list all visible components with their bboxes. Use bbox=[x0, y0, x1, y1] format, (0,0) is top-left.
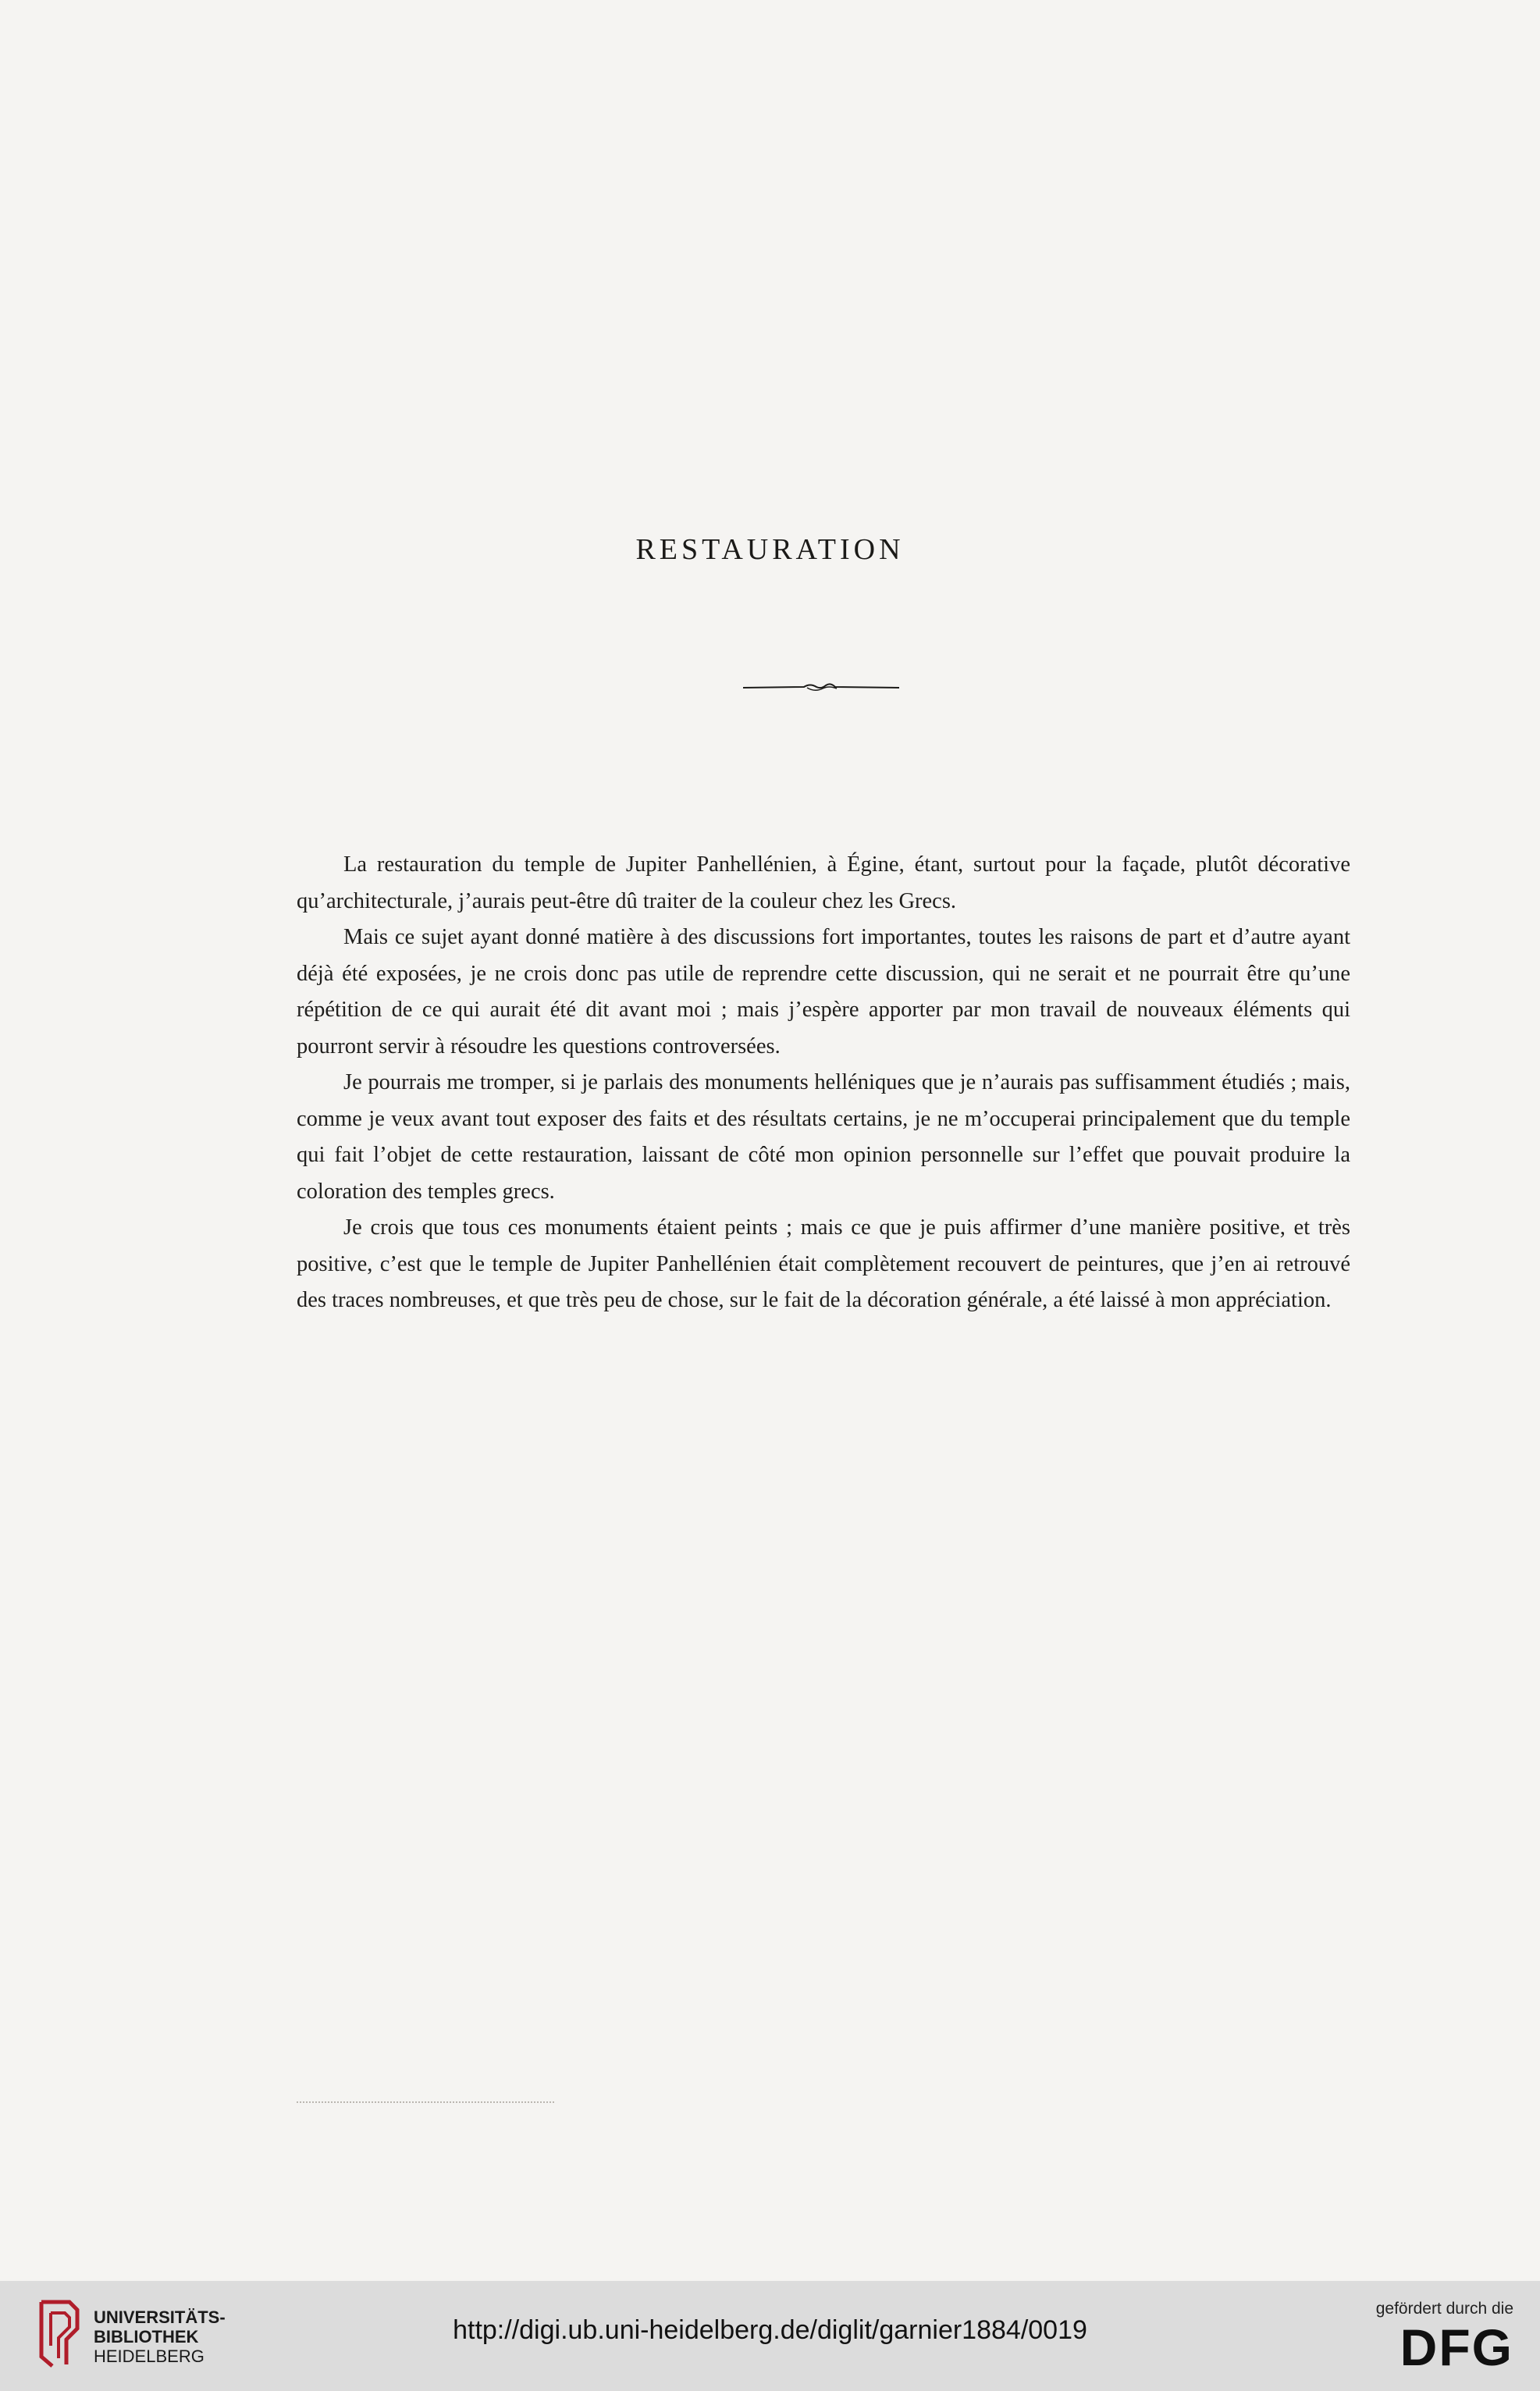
sponsor-label: gefördert durch die bbox=[1375, 2300, 1513, 2318]
dfg-logo: DFG bbox=[1400, 2318, 1513, 2376]
page-title: RESTAURATION bbox=[635, 533, 905, 566]
library-name-line: UNIVERSITÄTS- bbox=[94, 2307, 226, 2327]
paragraph: La restauration du temple de Jupiter Panhellénien, à Égine, étant, surtout pour la façade, plutôt décorative qu’architecturale, j’aurais peut-être dû traiter de la couleur chez les Grecs. bbox=[297, 852, 1350, 913]
library-name-line: BIBLIOTHEK bbox=[94, 2327, 199, 2347]
source-url-link[interactable]: http://digi.ub.uni-heidelberg.de/diglit/garnier1884/0019 bbox=[453, 2315, 1087, 2345]
faint-dotted-line bbox=[297, 2101, 554, 2103]
library-name-line: HEIDELBERG bbox=[94, 2347, 205, 2366]
paragraph: Mais ce sujet ayant donné matière à des discussions fort importantes, toutes les raisons de part et d’autre ayant déjà été exposées, je ne crois donc pas utile de reprendre cette discussion, qui ne serait et ne pourrait être qu’une répétition de ce qui aurait été dit avant moi ; mais j’espère apporter par mon travail de nouveaux éléments qui pourront servir à résoudre les questions controversées. bbox=[297, 925, 1350, 1059]
ornament-divider-icon bbox=[743, 678, 899, 698]
sponsor-block bbox=[1342, 2300, 1513, 2375]
paragraph: Je crois que tous ces monuments étaient peints ; mais ce que je puis affirmer d’une manière positive, et très positive, c’est que le temple de Jupiter Panhellénien était complètement recouvert de peintures, que j’en ai retrouvé des traces nombreuses, et que très peu de chose, sur le fait de la décoration générale, a été laissé à mon appréciation. bbox=[297, 1215, 1350, 1312]
paragraph: Je pourrais me tromper, si je parlais des monuments helléniques que je n’aurais pas suffisamment étudiés ; mais, comme je veux avant tout exposer des faits et des résultats certains, je ne m’occuperai principalement que du temple qui fait l’objet de cette restauration, laissant de côté mon opinion personnelle sur l’effet que pouvait produire la coloration des temples grecs. bbox=[297, 1070, 1350, 1204]
footer-bar bbox=[0, 2281, 1540, 2391]
body-text bbox=[297, 847, 1350, 1319]
